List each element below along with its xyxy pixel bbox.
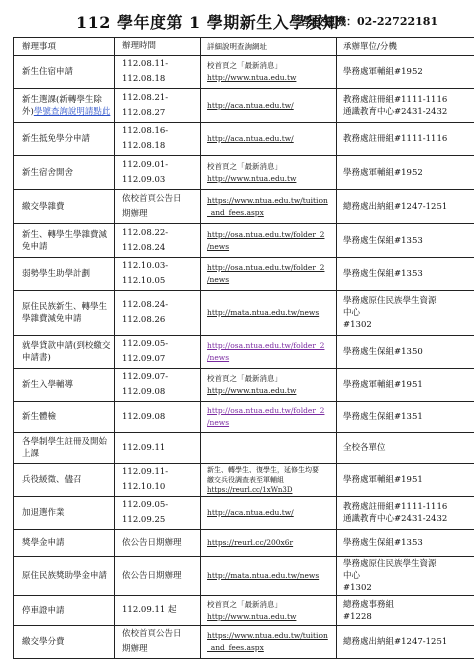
unit-line: 學務處軍輔組#1952	[343, 167, 474, 179]
item-cell	[14, 123, 115, 156]
item-cell	[14, 190, 115, 224]
info-cell	[201, 56, 337, 89]
table-row	[14, 557, 474, 596]
time-line: 112.08.26	[122, 313, 197, 328]
table-row	[14, 497, 474, 530]
unit-line: 學務處原住民族學生資源	[343, 558, 474, 570]
table-row	[14, 369, 474, 402]
time-cell	[115, 626, 201, 659]
info-url[interactable]: /news	[207, 417, 333, 429]
item-text: 新生宿舍開舍	[22, 168, 73, 178]
info-url[interactable]: http://aca.ntua.edu.tw/	[207, 507, 333, 519]
info-cell	[201, 291, 337, 336]
table-row	[14, 626, 474, 659]
item-text: 就學貸款申請(到校繳交申請書)	[22, 341, 110, 363]
info-url[interactable]: /news	[207, 352, 333, 364]
unit-line: 學務處生保組#1351	[343, 411, 474, 423]
info-url[interactable]: http://aca.ntua.edu.tw/	[207, 100, 333, 112]
time-line: 112.09.08	[122, 410, 197, 425]
info-url[interactable]: /news	[207, 274, 333, 286]
info-cell	[201, 224, 337, 258]
unit-cell	[337, 190, 474, 224]
unit-line: 中心	[343, 570, 474, 582]
unit-line: 總務處出納組#1247-1251	[343, 201, 474, 213]
time-cell	[115, 89, 201, 123]
time-cell	[115, 530, 201, 557]
info-url[interactable]: http://www.ntua.edu.tw	[207, 611, 333, 623]
time-line: 112.08.21-	[122, 91, 197, 106]
info-url[interactable]: _and_fees.aspx	[207, 642, 333, 654]
item-cell	[14, 433, 115, 464]
info-cell	[201, 89, 337, 123]
info-cell	[201, 123, 337, 156]
item-cell	[14, 336, 115, 369]
unit-cell	[337, 402, 474, 433]
unit-line: 學務處生保組#1353	[343, 235, 474, 247]
time-cell	[115, 156, 201, 190]
time-cell	[115, 336, 201, 369]
unit-cell	[337, 156, 474, 190]
item-cell	[14, 369, 115, 402]
student-id-lookup-link[interactable]: 學號查詢說明請點此	[34, 107, 111, 117]
time-line: 112.08.11-	[122, 57, 197, 72]
time-line: 112.09.01-	[122, 158, 197, 173]
info-url[interactable]: https://reurl.cc/1xWn3D	[207, 485, 333, 495]
table-row	[14, 291, 474, 336]
unit-cell	[337, 89, 474, 123]
item-text: 新生抵免學分申請	[22, 134, 90, 144]
table-row	[14, 56, 474, 89]
unit-line: 通識教育中心#2431-2432	[343, 106, 474, 118]
info-text: 校首頁之「最新消息」	[207, 599, 333, 611]
table-row	[14, 190, 474, 224]
unit-line: #1302	[343, 319, 474, 331]
unit-line: 學務處軍輔組#1952	[343, 66, 474, 78]
time-line: 112.10.03-	[122, 259, 197, 274]
table-row	[14, 402, 474, 433]
table-row	[14, 596, 474, 626]
time-line: 112.08.24	[122, 241, 197, 256]
info-url[interactable]: http://osa.ntua.edu.tw/folder_2	[207, 340, 333, 352]
time-line: 依校首頁公告日	[122, 627, 197, 642]
info-url[interactable]: /news	[207, 241, 333, 253]
info-cell	[201, 190, 337, 224]
column-header-time: 辦理時間	[115, 38, 201, 56]
time-line: 112.08.24-	[122, 298, 197, 313]
info-url[interactable]: https://reurl.cc/200x6r	[207, 537, 333, 549]
header	[0, 0, 474, 34]
item-cell	[14, 258, 115, 291]
time-cell	[115, 258, 201, 291]
table-row	[14, 89, 474, 123]
info-cell	[201, 258, 337, 291]
info-cell	[201, 336, 337, 369]
item-text: 繳交學雜費	[22, 202, 65, 212]
time-line: 112.09.25	[122, 513, 197, 528]
item-text: 原住民族獎助學金申請	[22, 571, 107, 581]
time-cell	[115, 402, 201, 433]
unit-cell	[337, 369, 474, 402]
info-url[interactable]: http://www.ntua.edu.tw	[207, 72, 333, 84]
unit-line: #1228	[343, 611, 474, 623]
time-line: 112.09.11-	[122, 465, 197, 480]
info-text: 繳交兵役調查表至軍輔組	[207, 475, 333, 485]
item-cell	[14, 530, 115, 557]
column-header-item: 辦理事項	[14, 38, 115, 56]
time-line: 112.09.05-	[122, 337, 197, 352]
info-url[interactable]: http://osa.ntua.edu.tw/folder_2	[207, 229, 333, 241]
time-line: 依校首頁公告日	[122, 192, 197, 207]
time-cell	[115, 596, 201, 626]
unit-cell	[337, 626, 474, 659]
unit-line: 中心	[343, 307, 474, 319]
info-url[interactable]: _and_fees.aspx	[207, 207, 333, 219]
unit-line: 總務處出納組#1247-1251	[343, 636, 474, 648]
time-cell	[115, 56, 201, 89]
time-cell	[115, 190, 201, 224]
unit-cell	[337, 530, 474, 557]
unit-cell	[337, 433, 474, 464]
table-row	[14, 433, 474, 464]
unit-line: 學務處軍輔組#1951	[343, 474, 474, 486]
item-text: 新生選課(新轉學生除外)	[22, 95, 102, 117]
info-url[interactable]: http://www.ntua.edu.tw	[207, 385, 333, 397]
item-cell	[14, 156, 115, 190]
item-text: 弱勢學生助學計劃	[22, 269, 90, 279]
item-text: 新生體檢	[22, 412, 56, 422]
info-cell	[201, 433, 337, 464]
time-line: 依公告日期辦理	[122, 536, 197, 551]
info-url[interactable]: http://osa.ntua.edu.tw/folder_2	[207, 262, 333, 274]
info-cell	[201, 464, 337, 497]
school-phone: 學校總機：02-22722181	[302, 13, 438, 29]
item-cell	[14, 464, 115, 497]
info-cell	[201, 402, 337, 433]
unit-line: 總務處事務組	[343, 599, 474, 611]
column-header-info: 詳細說明查詢網址	[201, 38, 337, 56]
unit-cell	[337, 258, 474, 291]
info-text: 校首頁之「最新消息」	[207, 60, 333, 72]
unit-cell	[337, 123, 474, 156]
unit-line: 學務處原住民族學生資源	[343, 295, 474, 307]
info-url[interactable]: https://www.ntua.edu.tw/tuition	[207, 630, 333, 642]
time-line: 112.09.07	[122, 352, 197, 367]
time-line: 依公告日期辦理	[122, 569, 197, 584]
item-cell	[14, 291, 115, 336]
info-cell	[201, 369, 337, 402]
item-text: 各學制學生註冊及開始上課	[22, 437, 107, 459]
info-cell	[201, 557, 337, 596]
info-url[interactable]: http://osa.ntua.edu.tw/folder_2	[207, 405, 333, 417]
info-url[interactable]: https://www.ntua.edu.tw/tuition	[207, 195, 333, 207]
item-cell	[14, 56, 115, 89]
item-text: 停車證申請	[22, 606, 65, 616]
time-cell	[115, 464, 201, 497]
info-text: 新生、轉學生、復學生，延修生均要	[207, 465, 333, 475]
time-line: 112.08.18	[122, 72, 197, 87]
info-url[interactable]: http://aca.ntua.edu.tw/	[207, 133, 333, 145]
unit-cell	[337, 464, 474, 497]
item-cell	[14, 596, 115, 626]
item-text: 新生住宿申請	[22, 67, 73, 77]
item-text: 新生、轉學生學雜費減免申請	[22, 230, 107, 252]
time-line: 112.08.27	[122, 106, 197, 121]
unit-line: 教務處註冊組#1111-1116	[343, 94, 474, 106]
info-url[interactable]: http://mata.ntua.edu.tw/news	[207, 570, 333, 582]
table-row	[14, 156, 474, 190]
item-cell	[14, 497, 115, 530]
item-text: 加退選作業	[22, 508, 65, 518]
item-cell	[14, 626, 115, 659]
time-line: 112.10.05	[122, 274, 197, 289]
time-line: 112.09.05-	[122, 498, 197, 513]
unit-cell	[337, 336, 474, 369]
time-cell	[115, 123, 201, 156]
time-line: 112.08.18	[122, 139, 197, 154]
time-line: 112.09.03	[122, 173, 197, 188]
time-line: 112.09.11 起	[122, 603, 197, 618]
unit-line: 學務處生保組#1350	[343, 346, 474, 358]
info-cell	[201, 530, 337, 557]
time-cell	[115, 291, 201, 336]
item-cell	[14, 89, 115, 123]
item-text: 新生入學輔導	[22, 380, 73, 390]
info-cell	[201, 497, 337, 530]
item-text: 獎學金申請	[22, 538, 65, 548]
time-cell	[115, 433, 201, 464]
unit-cell	[337, 557, 474, 596]
table-row	[14, 224, 474, 258]
unit-cell	[337, 497, 474, 530]
unit-line: 教務處註冊組#1111-1116	[343, 501, 474, 513]
info-url[interactable]: http://www.ntua.edu.tw	[207, 173, 333, 185]
info-text: 校首頁之「最新消息」	[207, 161, 333, 173]
unit-line: 學務處生保組#1353	[343, 537, 474, 549]
info-cell	[201, 596, 337, 626]
time-line: 112.09.07-	[122, 370, 197, 385]
table-body	[14, 56, 474, 659]
unit-cell	[337, 56, 474, 89]
item-cell	[14, 224, 115, 258]
time-cell	[115, 497, 201, 530]
table-row	[14, 258, 474, 291]
info-cell	[201, 156, 337, 190]
time-line: 112.09.08	[122, 385, 197, 400]
time-cell	[115, 557, 201, 596]
table-row	[14, 530, 474, 557]
unit-line: 學務處生保組#1353	[343, 268, 474, 280]
time-line: 112.09.11	[122, 441, 197, 456]
unit-cell	[337, 596, 474, 626]
unit-line: 學務處軍輔組#1951	[343, 379, 474, 391]
time-line: 112.10.10	[122, 480, 197, 495]
unit-line: 教務處註冊組#1111-1116	[343, 133, 474, 145]
item-text: 繳交學分費	[22, 637, 65, 647]
time-line: 期辦理	[122, 642, 197, 657]
time-cell	[115, 224, 201, 258]
info-cell	[201, 626, 337, 659]
unit-cell	[337, 291, 474, 336]
table-header-row	[14, 38, 474, 56]
column-header-unit: 承辦單位/分機	[337, 38, 474, 56]
item-cell	[14, 402, 115, 433]
unit-line: #1302	[343, 582, 474, 594]
time-line: 期辦理	[122, 207, 197, 222]
unit-cell	[337, 224, 474, 258]
time-line: 112.08.16-	[122, 124, 197, 139]
unit-line: 通識教育中心#2431-2432	[343, 513, 474, 525]
time-line: 112.08.22-	[122, 226, 197, 241]
item-cell	[14, 557, 115, 596]
page-title: 112 學年度第 1 學期新生入學須知	[76, 10, 339, 33]
item-text: 原住民族新生、轉學生學雜費減免申請	[22, 302, 107, 324]
table-row	[14, 123, 474, 156]
unit-line: 全校各單位	[343, 442, 474, 454]
time-cell	[115, 369, 201, 402]
table-row	[14, 464, 474, 497]
enrollment-table	[13, 37, 474, 659]
info-text: 校首頁之「最新消息」	[207, 373, 333, 385]
item-text: 兵役緩徵、儘召	[22, 475, 82, 485]
table-row	[14, 336, 474, 369]
info-url[interactable]: http://mata.ntua.edu.tw/news	[207, 307, 333, 319]
